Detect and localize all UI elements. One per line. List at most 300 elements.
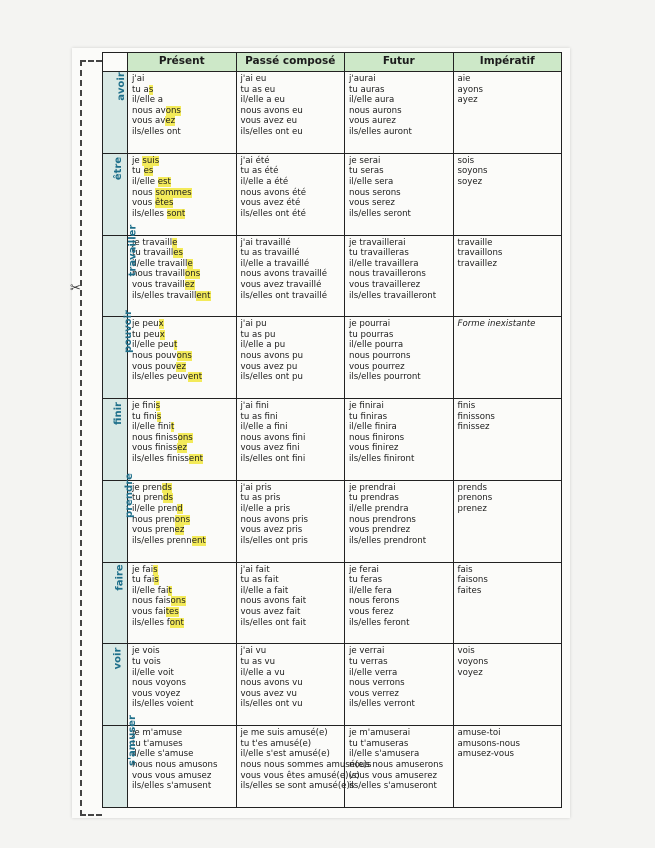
futur-form: vous travaillerez bbox=[349, 279, 421, 290]
imperatif-form: voyons bbox=[457, 656, 489, 667]
futur-form: ils/elles pourront bbox=[349, 372, 421, 383]
present-stem: il/elle fini bbox=[132, 422, 171, 433]
passe-compose-form: tu as eu bbox=[240, 84, 276, 95]
present-form bbox=[132, 330, 232, 341]
verb-label: voir bbox=[112, 647, 124, 670]
header-row bbox=[103, 53, 562, 72]
imperatif-form: finissez bbox=[457, 422, 490, 433]
verb-label-cell bbox=[103, 644, 128, 726]
futur-cell bbox=[345, 480, 454, 562]
passe-compose-form: vous avez pris bbox=[240, 525, 303, 536]
present-stem: je pren bbox=[132, 482, 162, 493]
present-ending: ons bbox=[174, 514, 191, 525]
present-cell bbox=[128, 644, 237, 726]
futur-form: nous nous amuserons bbox=[349, 759, 444, 770]
passe-compose-form: il/elle a vu bbox=[240, 667, 285, 678]
imperatif-cell bbox=[453, 480, 562, 562]
present-form bbox=[132, 504, 232, 515]
passe-compose-form: tu t'es amusé(e) bbox=[240, 738, 312, 749]
imperatif-form: finis bbox=[457, 401, 476, 412]
futur-form: vous pourrez bbox=[349, 361, 405, 372]
passe-compose-form: il/elle a été bbox=[240, 176, 289, 187]
futur-form: il/elle pourra bbox=[349, 340, 404, 351]
verb-label: pouvoir bbox=[122, 310, 134, 354]
futur-form: tu finiras bbox=[349, 411, 388, 422]
present-form bbox=[132, 525, 232, 536]
present-form bbox=[132, 280, 232, 291]
futur-form: vous vous amuserez bbox=[349, 770, 437, 781]
futur-form: nous prendrons bbox=[349, 514, 416, 525]
passe-compose-form: nous avons pu bbox=[240, 351, 304, 362]
imperatif-form: travaillons bbox=[457, 248, 503, 259]
futur-form: ils/elles s'amuseront bbox=[349, 781, 437, 792]
present-form bbox=[132, 74, 232, 85]
header-imperatif: Impératif bbox=[453, 53, 562, 72]
imperatif-form: ayons bbox=[457, 84, 484, 95]
futur-form: nous serons bbox=[349, 187, 401, 198]
present-cell bbox=[128, 399, 237, 481]
futur-form: je pourrai bbox=[349, 319, 391, 330]
futur-form: vous aurez bbox=[349, 116, 396, 127]
passe-compose-form: j'ai eu bbox=[240, 74, 267, 84]
futur-form: il/elle s'amusera bbox=[349, 749, 420, 760]
present-form bbox=[132, 319, 232, 330]
present-ending: t bbox=[173, 340, 178, 351]
present-ending: d bbox=[177, 504, 183, 515]
futur-form: vous ferez bbox=[349, 606, 394, 617]
present-form bbox=[132, 291, 232, 302]
imperatif-form: amusons-nous bbox=[457, 738, 520, 749]
imperatif-form: soyons bbox=[457, 166, 488, 177]
present-stem: tu a bbox=[132, 84, 149, 95]
passe-compose-form: nous avons fini bbox=[240, 432, 306, 443]
passe-compose-form: ils/elles ont travaillé bbox=[240, 290, 327, 301]
futur-form: nous travaillerons bbox=[349, 269, 426, 280]
present-ending: s bbox=[148, 84, 154, 95]
present-form bbox=[132, 188, 232, 199]
present-form bbox=[132, 433, 232, 444]
passe-compose-form: ils/elles ont fini bbox=[240, 454, 306, 465]
present-stem: tu pren bbox=[132, 493, 164, 504]
imperatif-cell bbox=[453, 399, 562, 481]
present-stem: je fai bbox=[132, 564, 154, 575]
imperatif-cell bbox=[453, 153, 562, 235]
present-stem: je vois bbox=[132, 646, 160, 657]
imperatif-form: amuse-toi bbox=[457, 728, 501, 739]
futur-form: ils/elles finiront bbox=[349, 454, 415, 465]
futur-form: tu travailleras bbox=[349, 248, 409, 259]
present-form bbox=[132, 177, 232, 188]
present-form bbox=[132, 575, 232, 586]
verb-label: être bbox=[113, 156, 125, 180]
passe-compose-form: vous avez fait bbox=[240, 606, 301, 617]
present-stem: ils/elles s'amusent bbox=[132, 781, 212, 792]
present-ending: ons bbox=[176, 351, 192, 362]
passe-compose-form: nous avons fait bbox=[240, 596, 307, 607]
futur-form: vous serez bbox=[349, 198, 395, 209]
present-form bbox=[132, 372, 232, 383]
present-stem: nous pren bbox=[132, 514, 175, 525]
futur-cell bbox=[345, 562, 454, 644]
passe-compose-form: il/elle a pris bbox=[240, 504, 291, 515]
present-form bbox=[132, 493, 232, 504]
present-form bbox=[132, 607, 232, 618]
imperatif-form: travaillez bbox=[457, 258, 497, 269]
imperatif-form: aie bbox=[457, 74, 471, 84]
present-ending: tes bbox=[165, 606, 179, 617]
present-cell bbox=[128, 726, 237, 808]
present-form bbox=[132, 760, 232, 771]
present-stem: vous bbox=[132, 198, 155, 209]
passe-compose-cell bbox=[236, 317, 345, 399]
present-cell bbox=[128, 562, 237, 644]
passe-compose-form: nous avons vu bbox=[240, 678, 303, 689]
futur-form: ils/elles seront bbox=[349, 208, 411, 219]
present-stem: nous finiss bbox=[132, 432, 178, 443]
present-stem: ils/elles voient bbox=[132, 699, 194, 710]
imperatif-cell bbox=[453, 726, 562, 808]
present-ending: ent bbox=[196, 290, 211, 301]
passe-compose-cell bbox=[236, 72, 345, 154]
present-ending: ons bbox=[170, 596, 186, 607]
passe-compose-form: j'ai pu bbox=[240, 319, 267, 330]
present-form bbox=[132, 412, 232, 423]
present-stem: vous pouv bbox=[132, 361, 177, 372]
imperatif-form: prends bbox=[457, 482, 487, 493]
verb-label-cell bbox=[103, 399, 128, 481]
present-ending: ons bbox=[185, 269, 201, 280]
verb-label-cell bbox=[103, 224, 139, 317]
present-stem: vous av bbox=[132, 116, 166, 127]
present-form bbox=[132, 422, 232, 433]
imperatif-form: fais bbox=[457, 564, 473, 575]
passe-compose-form: ils/elles ont fait bbox=[240, 617, 307, 628]
passe-compose-form: ils/elles ont vu bbox=[240, 699, 303, 710]
verb-row bbox=[103, 153, 562, 235]
present-stem: tu t'amuses bbox=[132, 738, 183, 749]
present-form bbox=[132, 657, 232, 668]
passe-compose-form: j'ai pris bbox=[240, 482, 272, 493]
passe-compose-form: ils/elles ont été bbox=[240, 208, 306, 219]
futur-form: vous verrez bbox=[349, 688, 399, 699]
futur-form: nous ferons bbox=[349, 596, 400, 607]
present-form bbox=[132, 454, 232, 465]
present-cell bbox=[128, 480, 237, 562]
futur-cell bbox=[345, 317, 454, 399]
present-stem: nous fais bbox=[132, 596, 171, 607]
present-ending: ons bbox=[165, 105, 181, 116]
present-form bbox=[132, 238, 232, 249]
imperatif-form: prenons bbox=[457, 493, 493, 504]
verb-label-cell bbox=[103, 472, 135, 562]
futur-form: je travaillerai bbox=[349, 237, 406, 248]
present-ending: ons bbox=[177, 432, 193, 443]
header-passe-compose: Passé composé bbox=[236, 53, 345, 72]
present-ending: ez bbox=[174, 525, 185, 536]
imperatif-cell bbox=[453, 72, 562, 154]
futur-form: il/elle sera bbox=[349, 176, 394, 187]
passe-compose-form: il/elle a travaillé bbox=[240, 258, 310, 269]
futur-form: tu auras bbox=[349, 84, 385, 95]
passe-compose-form: ils/elles ont pris bbox=[240, 535, 308, 546]
futur-form: il/elle travaillera bbox=[349, 258, 419, 269]
present-stem: tu peu bbox=[132, 329, 160, 340]
futur-form: tu prendras bbox=[349, 493, 399, 504]
verb-row bbox=[103, 726, 562, 808]
present-stem: ils/elles f bbox=[132, 617, 170, 628]
futur-cell bbox=[345, 726, 454, 808]
passe-compose-cell bbox=[236, 644, 345, 726]
futur-form: ils/elles verront bbox=[349, 699, 415, 710]
futur-form: je finirai bbox=[349, 401, 384, 412]
present-ending: ez bbox=[184, 279, 195, 290]
present-form bbox=[132, 515, 232, 526]
present-ending: s bbox=[155, 401, 161, 412]
futur-form: je m'amuserai bbox=[349, 728, 411, 739]
present-ending: suis bbox=[142, 155, 160, 166]
passe-compose-cell bbox=[236, 726, 372, 808]
present-form bbox=[132, 116, 232, 127]
passe-compose-form: tu as pu bbox=[240, 329, 276, 340]
futur-form: je verrai bbox=[349, 646, 385, 657]
passe-compose-cell bbox=[236, 480, 345, 562]
passe-compose-form: j'ai fait bbox=[240, 564, 270, 575]
verb-label-cell bbox=[103, 310, 134, 399]
passe-compose-form: vous avez vu bbox=[240, 688, 297, 699]
present-ending: sommes bbox=[155, 187, 192, 198]
passe-compose-form: j'ai travaillé bbox=[240, 237, 291, 248]
present-stem: ils/elles prenn bbox=[132, 535, 192, 546]
present-form bbox=[132, 678, 232, 689]
futur-form: il/elle finira bbox=[349, 422, 397, 433]
header-present: Présent bbox=[128, 53, 237, 72]
present-form bbox=[132, 198, 232, 209]
present-ending: es bbox=[143, 166, 154, 177]
futur-form: il/elle aura bbox=[349, 95, 395, 106]
conjugation-body bbox=[103, 72, 562, 808]
present-form bbox=[132, 362, 232, 373]
futur-cell bbox=[345, 153, 454, 235]
passe-compose-form: ils/elles ont eu bbox=[240, 126, 303, 137]
imperatif-form: faisons bbox=[457, 575, 488, 586]
present-form bbox=[132, 269, 232, 280]
futur-cell bbox=[345, 399, 454, 481]
present-stem: nous pouv bbox=[132, 351, 177, 362]
passe-compose-form: nous avons eu bbox=[240, 105, 303, 116]
present-form bbox=[132, 156, 232, 167]
imperatif-form: soyez bbox=[457, 176, 483, 187]
imperatif-cell bbox=[453, 562, 562, 644]
header-corner bbox=[103, 53, 128, 72]
futur-form: j'aurai bbox=[349, 74, 376, 84]
present-stem: ils/elles peuv bbox=[132, 372, 188, 383]
passe-compose-form: nous avons été bbox=[240, 187, 307, 198]
present-ending: es bbox=[173, 248, 183, 259]
present-stem: vous fai bbox=[132, 606, 166, 617]
verb-row bbox=[103, 562, 562, 644]
present-stem: ils/elles finiss bbox=[132, 454, 189, 465]
present-stem: vous travaill bbox=[132, 279, 185, 290]
futur-cell bbox=[345, 235, 454, 317]
futur-form: nous pourrons bbox=[349, 351, 411, 362]
present-stem: vous vous amusez bbox=[132, 770, 212, 781]
passe-compose-cell bbox=[236, 562, 345, 644]
verb-label: avoir bbox=[115, 72, 127, 101]
passe-compose-form: nous avons travaillé bbox=[240, 269, 328, 280]
present-form bbox=[132, 483, 232, 494]
imperatif-cell bbox=[453, 317, 562, 399]
present-ending: e bbox=[187, 258, 193, 269]
futur-form: ils/elles auront bbox=[349, 126, 412, 137]
present-stem: nous voyons bbox=[132, 678, 186, 689]
present-ending: s bbox=[154, 575, 159, 586]
scissors-icon: ✂ bbox=[70, 281, 81, 296]
futur-form: je ferai bbox=[349, 564, 379, 575]
present-ending: x bbox=[158, 319, 164, 330]
imperatif-form: voyez bbox=[457, 667, 483, 678]
present-form bbox=[132, 771, 232, 782]
passe-compose-form: il/elle a pu bbox=[240, 340, 286, 351]
present-ending: s bbox=[156, 411, 162, 422]
present-form bbox=[132, 401, 232, 412]
passe-compose-form: nous nous sommes amusé(e)s bbox=[240, 759, 372, 770]
present-form bbox=[132, 646, 232, 657]
futur-form: nous verrons bbox=[349, 678, 405, 689]
present-form bbox=[132, 596, 232, 607]
present-cell bbox=[128, 153, 237, 235]
present-form bbox=[132, 781, 232, 792]
present-ending: e bbox=[172, 237, 178, 248]
present-form bbox=[132, 728, 232, 739]
verb-label-cell bbox=[103, 72, 128, 154]
present-ending: ez bbox=[177, 443, 188, 454]
imperatif-form: faites bbox=[457, 585, 482, 596]
futur-cell bbox=[345, 644, 454, 726]
passe-compose-form: vous vous êtes amusé(e)(s) bbox=[240, 770, 360, 781]
present-cell bbox=[128, 235, 237, 317]
verb-label-cell bbox=[103, 715, 138, 808]
passe-compose-form: ils/elles se sont amusé(e)s bbox=[240, 781, 355, 792]
cut-line bbox=[80, 60, 102, 816]
present-stem: ils/elles bbox=[132, 208, 167, 219]
present-cell bbox=[128, 72, 237, 154]
present-stem: je m'amuse bbox=[132, 728, 182, 739]
passe-compose-form: ils/elles ont pu bbox=[240, 372, 303, 383]
futur-form: tu pourras bbox=[349, 329, 394, 340]
present-stem: tu fini bbox=[132, 411, 157, 422]
passe-compose-cell bbox=[236, 153, 345, 235]
futur-form: nous aurons bbox=[349, 105, 402, 116]
verb-label-cell bbox=[103, 153, 128, 235]
present-stem: je bbox=[132, 155, 143, 166]
present-ending: ez bbox=[165, 116, 176, 127]
verb-label: prendre bbox=[123, 472, 135, 518]
present-stem: nous av bbox=[132, 105, 166, 116]
passe-compose-form: tu as vu bbox=[240, 656, 276, 667]
present-stem: il/elle s'amuse bbox=[132, 749, 194, 760]
futur-form: je serai bbox=[349, 155, 381, 166]
present-form bbox=[132, 106, 232, 117]
present-stem: tu bbox=[132, 166, 144, 177]
present-form bbox=[132, 127, 232, 138]
present-stem: tu fai bbox=[132, 575, 155, 586]
imperatif-form: sois bbox=[457, 155, 475, 166]
present-stem: je peu bbox=[132, 319, 159, 330]
futur-form: il/elle fera bbox=[349, 585, 392, 596]
passe-compose-form: tu as pris bbox=[240, 493, 281, 504]
present-ending: ds bbox=[163, 493, 174, 504]
verb-row bbox=[103, 72, 562, 154]
futur-form: il/elle prendra bbox=[349, 504, 409, 515]
imperatif-form: finissons bbox=[457, 411, 495, 422]
verb-row bbox=[103, 399, 562, 481]
present-stem: j'ai bbox=[132, 74, 145, 84]
present-ending: est bbox=[157, 176, 171, 187]
imperatif-form: amusez-vous bbox=[457, 749, 514, 760]
present-ending: ent bbox=[188, 454, 204, 465]
passe-compose-form: j'ai été bbox=[240, 155, 270, 166]
verb-label: travailler bbox=[127, 224, 139, 276]
imperatif-form: ayez bbox=[457, 95, 478, 106]
present-stem: nous nous amusons bbox=[132, 759, 218, 770]
verb-row bbox=[103, 317, 562, 399]
present-form bbox=[132, 699, 232, 710]
header-futur: Futur bbox=[345, 53, 454, 72]
futur-cell bbox=[345, 72, 454, 154]
passe-compose-form: vous avez été bbox=[240, 198, 301, 209]
passe-compose-form: vous avez eu bbox=[240, 116, 298, 127]
verb-label: finir bbox=[112, 402, 124, 426]
verb-label-cell bbox=[103, 562, 128, 644]
present-ending: ez bbox=[176, 361, 187, 372]
futur-form: je prendrai bbox=[349, 482, 396, 493]
futur-form: nous finirons bbox=[349, 432, 405, 443]
present-form bbox=[132, 586, 232, 597]
present-form bbox=[132, 340, 232, 351]
present-form bbox=[132, 248, 232, 259]
present-ending: ds bbox=[161, 482, 172, 493]
passe-compose-form: il/elle s'est amusé(e) bbox=[240, 749, 330, 760]
futur-form: ils/elles prendront bbox=[349, 535, 427, 546]
present-ending: ent bbox=[187, 372, 203, 383]
present-stem: vous pren bbox=[132, 525, 175, 536]
present-form bbox=[132, 166, 232, 177]
present-stem: nous travaill bbox=[132, 269, 186, 280]
passe-compose-form: vous avez pu bbox=[240, 361, 298, 372]
present-ending: ont bbox=[169, 617, 184, 628]
passe-compose-cell bbox=[236, 399, 345, 481]
present-form bbox=[132, 536, 232, 547]
conjugation-table bbox=[102, 52, 562, 808]
present-form bbox=[132, 689, 232, 700]
passe-compose-form: il/elle a fait bbox=[240, 585, 289, 596]
present-stem: il/elle fai bbox=[132, 585, 169, 596]
present-form bbox=[132, 618, 232, 629]
present-form bbox=[132, 749, 232, 760]
present-form bbox=[132, 259, 232, 270]
present-stem: tu travaill bbox=[132, 248, 174, 259]
passe-compose-form: vous avez travaillé bbox=[240, 279, 322, 290]
present-stem: il/elle voit bbox=[132, 667, 174, 678]
imperatif-form: travaille bbox=[457, 237, 493, 248]
passe-compose-form: nous avons pris bbox=[240, 514, 308, 525]
present-stem: il/elle peu bbox=[132, 340, 174, 351]
futur-form: ils/elles feront bbox=[349, 617, 410, 628]
passe-compose-form: tu as travaillé bbox=[240, 248, 300, 259]
present-stem: il/elle pren bbox=[132, 504, 178, 515]
passe-compose-form: je me suis amusé(e) bbox=[240, 728, 328, 739]
present-stem: il/elle travaill bbox=[132, 258, 188, 269]
